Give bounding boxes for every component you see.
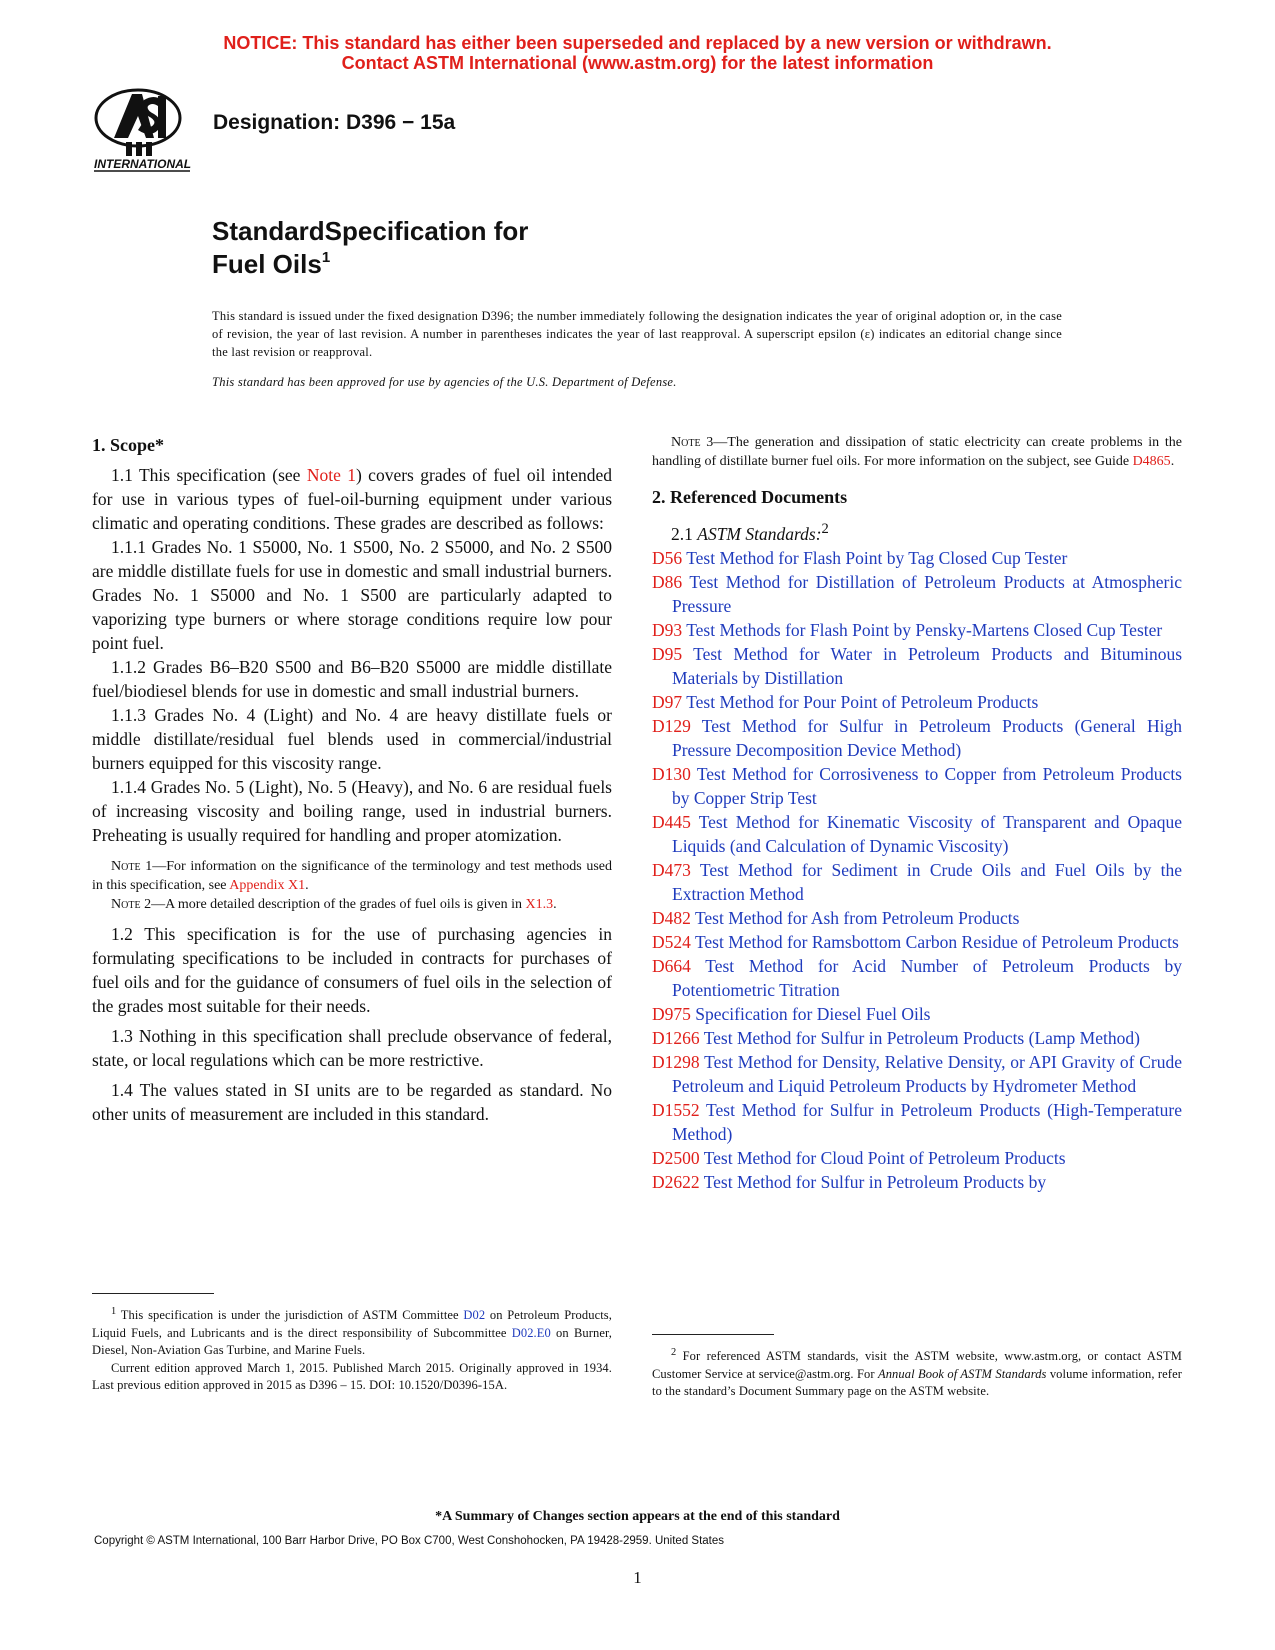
reference-code-link[interactable]: D1266 [652, 1027, 700, 1048]
reference-code-link[interactable]: D482 [652, 907, 691, 928]
reference-item [652, 1026, 1182, 1050]
x1-3-link[interactable]: X1.3 [525, 897, 554, 912]
note-3: Note 3—The generation and dissipation of static electricity can create problems in the handling of distillate burner fuel oils. For more information on the subject, see Guide D4865. [652, 435, 1182, 469]
reference-title-link[interactable]: Test Method for Sediment in Crude Oils and Fuel Oils by the Extraction Method [672, 859, 1182, 904]
reference-code-link[interactable]: D473 [652, 859, 691, 880]
reference-list [652, 546, 1182, 1194]
designation: Designation: D396 − 15a [213, 111, 456, 134]
reference-title-link[interactable]: Test Method for Acid Number of Petroleum Products by Potentiometric Titration [672, 955, 1182, 1000]
reference-item [652, 1146, 1182, 1170]
reference-title-link[interactable]: Test Method for Sulfur in Petroleum Products (Lamp Method) [699, 1027, 1140, 1048]
reference-item [652, 1170, 1182, 1194]
reference-item [652, 1098, 1182, 1146]
reference-code-link[interactable]: D1552 [652, 1099, 700, 1120]
reference-title-link[interactable]: Test Method for Sulfur in Petroleum Products by [699, 1171, 1047, 1192]
paragraph-1-3: 1.3 Nothing in this specification shall preclude observance of federal, state, or local regulations which can be more restrictive. [92, 1026, 612, 1070]
reference-item [652, 810, 1182, 858]
reference-item [652, 930, 1182, 954]
footnote-rule [652, 1334, 774, 1335]
reference-item [652, 642, 1182, 690]
reference-title-link[interactable]: Test Method for Cloud Point of Petroleum Products [699, 1147, 1066, 1168]
reference-code-link[interactable]: D1298 [652, 1051, 700, 1072]
document-title [212, 215, 528, 281]
footnote-rule [92, 1293, 214, 1294]
reference-code-link[interactable]: D97 [652, 691, 683, 712]
paragraph-1-1-3: 1.1.3 Grades No. 4 (Light) and No. 4 are heavy distillate fuels or middle distillate/residual fuel blends used in commercial/industrial burners equipped for this viscosity range. [92, 705, 612, 773]
logo-text: INTERNATIONAL [94, 157, 192, 171]
reference-code-link[interactable]: D524 [652, 931, 691, 952]
reference-title-link[interactable]: Test Method for Pour Point of Petroleum Products [682, 691, 1039, 712]
footnote-area-right [652, 1334, 1182, 1401]
preamble: This standard is issued under the fixed designation D396; the number immediately following the designation indicates the year of original adoption or, in the case of revision, the year of last revision. A number in parentheses indicates the year of last reapproval. A superscript epsilon (ε) indicates an editorial change since the last revision or reapproval. [212, 309, 1062, 359]
reference-item [652, 954, 1182, 1002]
note-2: Note 2—A more detailed description of the grades of fuel oils is given in X1.3. [111, 897, 557, 912]
reference-title-link[interactable]: Test Method for Density, Relative Density, or API Gravity of Crude Petroleum and Liquid Petroleum Products by Hydrometer Method [672, 1051, 1182, 1096]
reference-title-link[interactable]: Test Methods for Flash Point by Pensky-Martens Closed Cup Tester [682, 619, 1163, 640]
reference-title-link[interactable]: Test Method for Flash Point by Tag Closed Cup Tester [682, 547, 1068, 568]
paragraph-1-1-4: 1.1.4 Grades No. 5 (Light), No. 5 (Heavy), and No. 6 are residual fuels of increasing viscosity and boiling range, used in industrial burners. Preheating is usually required for handling and proper atomization. [92, 777, 612, 845]
reference-title-link[interactable]: Specification for Diesel Fuel Oils [690, 1003, 931, 1024]
paragraph-1-4: 1.4 The values stated in SI units are to be regarded as standard. No other units of measurement are included in this standard. [92, 1080, 612, 1124]
reference-item [652, 618, 1182, 642]
reference-item [652, 690, 1182, 714]
reference-code-link[interactable]: D2500 [652, 1147, 700, 1168]
edition-note: Current edition approved March 1, 2015. Published March 2015. Originally approved in 1934. Last previous edition approved in 2015 as D396 – 15. DOI: 10.1520/D0396-15A. [92, 1360, 612, 1393]
left-column [92, 433, 612, 1126]
reference-title-link[interactable]: Test Method for Sulfur in Petroleum Products (General High Pressure Decomposition Device Method) [672, 715, 1182, 760]
footnote-area-left [92, 1293, 612, 1395]
title-line-1: StandardSpecification for [212, 216, 529, 246]
reference-title-link[interactable]: Test Method for Corrosiveness to Copper from Petroleum Products by Copper Strip Test [672, 763, 1182, 808]
referenced-documents-heading: 2. Referenced Documents [652, 487, 848, 507]
reference-code-link[interactable]: D975 [652, 1003, 691, 1024]
right-column [652, 433, 1182, 1194]
note-1: Note 1—For information on the significance of the terminology and test methods used in this specification, see Appendix X1. [92, 859, 612, 893]
page-number: 1 [633, 1568, 642, 1587]
committee-d02-link[interactable]: D02 [463, 1308, 486, 1323]
reference-item [652, 546, 1182, 570]
reference-code-link[interactable]: D130 [652, 763, 691, 784]
reference-item [652, 570, 1182, 618]
astm-logo-icon [92, 86, 196, 176]
footnote-1: $^1$ This specification is under the jurisdiction of ASTM Committee D02 on Petroleum Products, Liquid Fuels, and Lubricants and is the direct responsibility of Subcommittee D02.E0 on Burner, Diesel, Non-Aviation Gas Turbine, and Marine Fuels. Current edition approved March 1, 2015. Published March 2015. Originally approved in 1934. Last previous edition approved in 2015 as D396 – 15. DOI: 10.1520/D0396-15A. [92, 1303, 612, 1395]
reference-item [652, 906, 1182, 930]
reference-code-link[interactable]: D664 [652, 955, 691, 976]
reference-title-link[interactable]: Test Method for Kinematic Viscosity of Transparent and Opaque Liquids (and Calculation of Dynamic Viscosity) [672, 811, 1182, 856]
reference-code-link[interactable]: D129 [652, 715, 691, 736]
copyright: Copyright © ASTM International, 100 Barr Harbor Drive, PO Box C700, West Conshohocken, PA 19428-2959. United States [94, 1535, 725, 1547]
notice-line-2: Contact ASTM International (www.astm.org) for the latest information [341, 53, 934, 73]
reference-title-link[interactable]: Test Method for Ramsbottom Carbon Residue of Petroleum Products [690, 931, 1179, 952]
appendix-x1-link[interactable]: Appendix X1 [229, 878, 306, 893]
paragraph-1-1-1: 1.1.1 Grades No. 1 S5000, No. 1 S500, No. 2 S5000, and No. 2 S500 are middle distillate fuels for use in domestic and small industrial burners. Grades No. 1 S5000 and No. 1 S500 are particularly adapted to vaporizing type burners or where storage conditions require low pour point fuel. [92, 537, 612, 653]
reference-code-link[interactable]: D56 [652, 547, 683, 568]
reference-code-link[interactable]: D2622 [652, 1171, 700, 1192]
paragraph-1-1-2: 1.1.2 Grades B6–B20 S500 and B6–B20 S5000 are middle distillate fuel/biodiesel blends for use in domestic and small industrial burners. [92, 657, 612, 701]
reference-item [652, 1050, 1182, 1098]
dod-approval: This standard has been approved for use by agencies of the U.S. Department of Defense. [212, 375, 677, 389]
reference-code-link[interactable]: D93 [652, 619, 683, 640]
reference-item [652, 762, 1182, 810]
notice-line-1: NOTICE: This standard has either been superseded and replaced by a new version or withdrawn. [223, 33, 1052, 53]
subcommittee-d02-e0-link[interactable]: D02.E0 [511, 1325, 551, 1340]
withdrawn-notice [0, 33, 1275, 73]
note-1-link[interactable]: Note 1 [306, 465, 356, 485]
reference-item [652, 858, 1182, 906]
reference-code-link[interactable]: D86 [652, 571, 683, 592]
scope-heading: 1. Scope* [92, 435, 164, 455]
footnote-2: $^2$ For referenced ASTM standards, visit the ASTM website, www.astm.org, or contact ASTM Customer Service at service@astm.org. For Annual Book of ASTM Standards volume information, refer to the standard’s Document Summary page on the ASTM website. [652, 1347, 1182, 1399]
reference-item [652, 1002, 1182, 1026]
paragraph-1-2: 1.2 This specification is for the use of purchasing agencies in formulating specifications to be included in contracts for purchases of fuel oils and for the guidance of consumers of fuel oils in the selection of the grades most suitable for their needs. [92, 924, 612, 1016]
title-line-2: Fuel Oils [212, 249, 322, 279]
d4865-link[interactable]: D4865 [1132, 454, 1171, 469]
reference-title-link[interactable]: Test Method for Sulfur in Petroleum Products (High-Temperature Method) [672, 1099, 1182, 1144]
reference-item [652, 714, 1182, 762]
astm-standards-subheading: 2.1 ASTM Standards:$^2$ [671, 521, 829, 544]
summary-of-changes-note: *A Summary of Changes section appears at the end of this standard [435, 1509, 840, 1524]
reference-title-link[interactable]: Test Method for Water in Petroleum Products and Bituminous Materials by Distillation [672, 643, 1182, 688]
paragraph-1-1: 1.1 This specification (see Note 1) covers grades of fuel oil intended for use in various types of fuel-oil-burning equipment under various climatic and operating conditions. These grades are described as follows: [92, 465, 612, 533]
reference-title-link[interactable]: Test Method for Distillation of Petroleum Products at Atmospheric Pressure [672, 571, 1182, 616]
reference-code-link[interactable]: D95 [652, 643, 683, 664]
reference-code-link[interactable]: D445 [652, 811, 691, 832]
title-footnote-mark: 1 [321, 249, 331, 266]
reference-title-link[interactable]: Test Method for Ash from Petroleum Products [690, 907, 1020, 928]
